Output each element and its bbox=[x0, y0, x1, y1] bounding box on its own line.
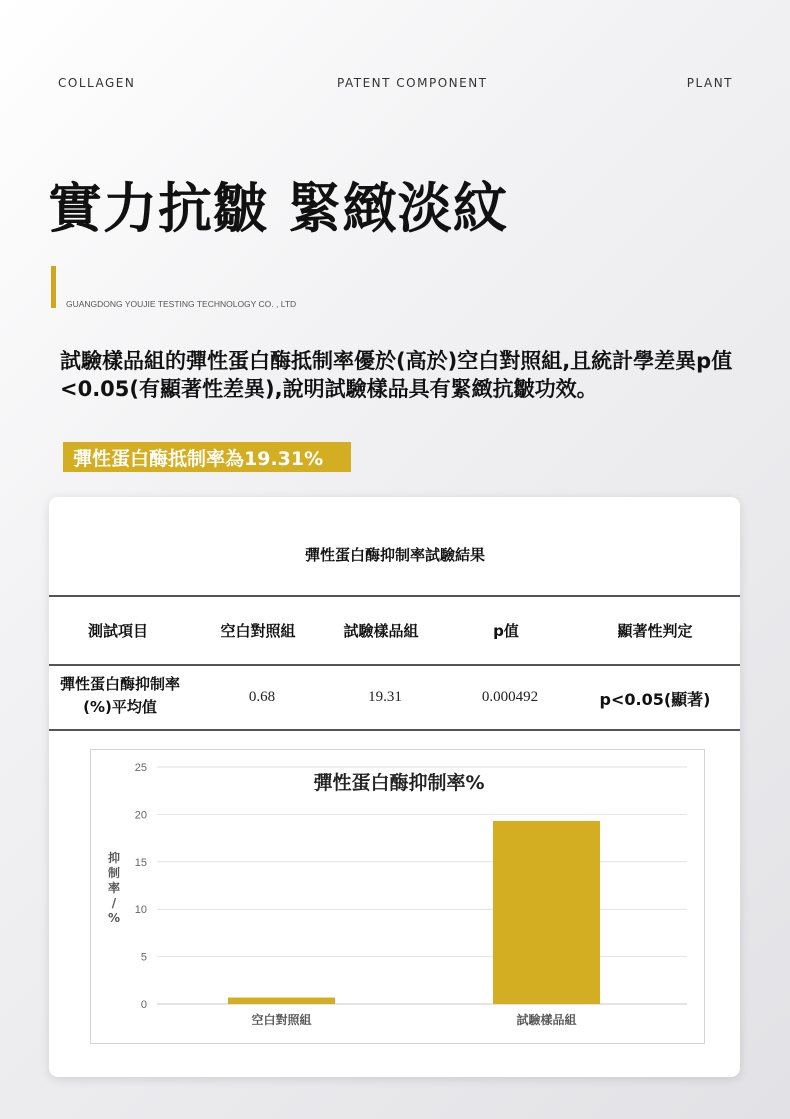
row-label-line2: (%)平均值 bbox=[83, 698, 157, 716]
y-tick-label: 10 bbox=[134, 904, 147, 917]
chart-svg bbox=[91, 750, 704, 1043]
top-nav bbox=[0, 76, 790, 92]
highlight-banner bbox=[63, 442, 351, 472]
y-axis-label-char: 抑 bbox=[107, 851, 121, 865]
bar-control bbox=[228, 998, 335, 1004]
y-axis-label-char: 率 bbox=[107, 881, 121, 895]
cell-p-value: 0.000492 bbox=[481, 689, 539, 705]
cell-sample-value: 19.31 bbox=[368, 689, 402, 705]
y-tick-label: 15 bbox=[134, 856, 147, 869]
table-rule-top bbox=[49, 595, 740, 597]
description-text: 試驗樣品組的彈性蛋白酶抵制率優於(高於)空白對照組,且統計學差異p值<0.05(有顯著性差異),說明試驗樣品具有緊緻抗皺功效。 bbox=[60, 349, 733, 401]
y-tick-label: 0 bbox=[140, 999, 147, 1011]
row-label-line1: 彈性蛋白酶抑制率 bbox=[59, 675, 180, 693]
header-test-item: 測試項目 bbox=[87, 622, 148, 640]
bar-sample bbox=[493, 821, 600, 1004]
company-name: GUANGDONG YOUJIE TESTING TECHNOLOGY CO. , LTD bbox=[66, 299, 297, 309]
header-control-group: 空白對照組 bbox=[220, 622, 296, 640]
y-tick-label: 5 bbox=[140, 951, 147, 964]
nav-plant: PLANT bbox=[686, 76, 733, 90]
header-p-value: p值 bbox=[493, 622, 519, 640]
header-sample-group: 試驗樣品組 bbox=[343, 622, 419, 640]
page-title: 實力抗皺 緊緻淡紋 bbox=[48, 177, 508, 240]
y-tick-label: 20 bbox=[134, 809, 147, 822]
table-title: 彈性蛋白酶抑制率試驗結果 bbox=[304, 546, 485, 564]
y-axis-label-char: % bbox=[107, 911, 121, 925]
header-significance: 顯著性判定 bbox=[617, 622, 693, 640]
y-axis-label-char: 制 bbox=[107, 866, 121, 880]
x-tick-label: 空白對照組 bbox=[251, 1013, 312, 1027]
table-rule-bottom bbox=[49, 729, 740, 731]
chart-title: 彈性蛋白酶抑制率% bbox=[313, 772, 485, 794]
cell-significance: p<0.05(顯著) bbox=[599, 690, 711, 709]
cell-control-value: 0.68 bbox=[248, 689, 276, 705]
x-tick-label: 試驗樣品組 bbox=[516, 1013, 577, 1027]
highlight-text: 彈性蛋白酶抵制率為19.31% bbox=[73, 448, 324, 470]
nav-collagen: COLLAGEN bbox=[58, 76, 136, 90]
row-label bbox=[51, 673, 189, 719]
y-tick-label: 25 bbox=[134, 762, 147, 774]
table-rule-header bbox=[49, 664, 740, 666]
bar-chart bbox=[90, 749, 705, 1044]
nav-patent-component: PATENT COMPONENT bbox=[337, 76, 488, 90]
y-axis-label-char: / bbox=[111, 896, 117, 910]
accent-bar bbox=[51, 266, 56, 308]
